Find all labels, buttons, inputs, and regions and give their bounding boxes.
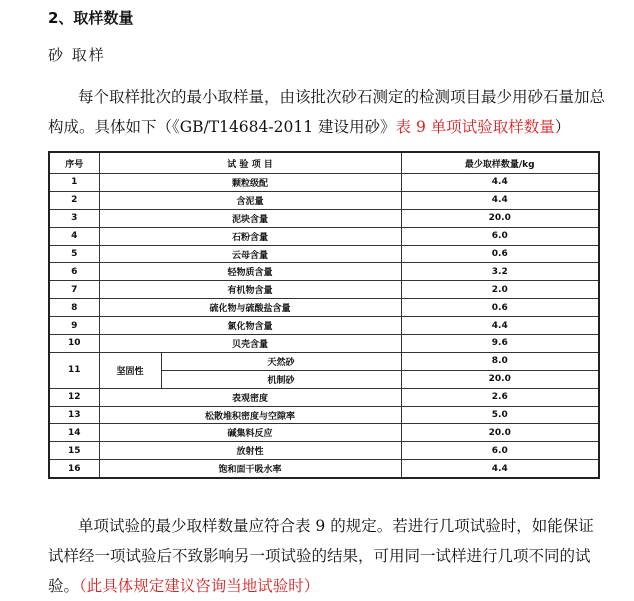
row-value: 0.6 [401,299,599,317]
row-item: 云母含量 [99,245,401,263]
table-row [49,335,599,353]
row-value: 2.0 [401,281,599,299]
row-no: 14 [49,424,99,442]
table-row [49,263,599,281]
row-item: 表观密度 [99,388,401,406]
row-item: 贝壳含量 [99,335,401,353]
row-item: 氯化物含量 [99,317,401,335]
intro-red-text: 表 9 单项试验取样数量 [395,118,555,136]
row-value: 20.0 [401,209,599,227]
row-value: 4.4 [401,191,599,209]
row-no: 6 [49,263,99,281]
row-value: 4.4 [401,460,599,478]
row-no: 10 [49,335,99,353]
table-row [49,424,599,442]
row-no: 2 [49,191,99,209]
table-header-row [49,152,599,174]
header-value: 最少取样数量/kg [401,152,599,174]
row-value: 4.4 [401,174,599,192]
row-value: 6.0 [401,442,599,460]
table-row [49,317,599,335]
row-item: 碱集料反应 [99,424,401,442]
table-row [49,442,599,460]
row-value: 2.6 [401,388,599,406]
row-item: 机制砂 [161,370,401,388]
row-value: 9.6 [401,335,599,353]
row-no: 1 [49,174,99,192]
row-value: 20.0 [401,424,599,442]
row-item: 泥块含量 [99,209,401,227]
row-item: 轻物质含量 [99,263,401,281]
row-value: 3.2 [401,263,599,281]
row-no: 3 [49,209,99,227]
row-group: 坚固性 [99,352,161,388]
table-row [49,245,599,263]
row-no: 5 [49,245,99,263]
row-no: 15 [49,442,99,460]
row-value: 6.0 [401,227,599,245]
row-no: 4 [49,227,99,245]
row-value: 5.0 [401,406,599,424]
table-row [49,281,599,299]
row-item: 石粉含量 [99,227,401,245]
row-no: 12 [49,388,99,406]
table-row [49,299,599,317]
row-value: 4.4 [401,317,599,335]
row-item: 放射性 [99,442,401,460]
sampling-table [48,151,598,498]
table-row [49,209,599,227]
table-row [49,406,599,424]
section-heading: 2、取样数量 [48,9,134,27]
table-row [49,174,599,192]
row-value: 8.0 [401,352,599,370]
table-row [49,227,599,245]
subheading: 砂 取样 [48,46,106,64]
row-item: 有机物含量 [99,281,401,299]
header-item: 试 验 项 目 [99,152,401,174]
row-no: 13 [49,406,99,424]
row-item: 松散堆积密度与空隙率 [99,406,401,424]
table-row [49,352,599,370]
row-no: 9 [49,317,99,335]
row-item: 含泥量 [99,191,401,209]
header-no: 序号 [49,152,99,174]
closing-paragraph [48,511,608,601]
table-row [49,460,599,478]
table-row [49,191,599,209]
row-no: 16 [49,460,99,478]
closing-red-text: （此具体规定建议咨询当地试验时） [79,577,320,595]
intro-paragraph [48,82,608,142]
row-no: 11 [49,352,99,388]
row-value: 0.6 [401,245,599,263]
intro-text: 每个取样批次的最小取样量，由该批次砂石测定的检测项目最少用砂石量加总构成。具体如下（《GB/T14684-2011 建设用砂》 [48,88,606,136]
row-item: 天然砂 [161,352,401,370]
intro-end: ） [554,118,571,136]
row-item: 颗粒级配 [99,174,401,192]
row-value: 20.0 [401,370,599,388]
row-item: 饱和面干吸水率 [99,460,401,478]
closing-text: 单项试验的最少取样数量应符合表 9 的规定。若进行几项试验时，如能保证试样经一项试验后不致影响另一项试验的结果，可用同一试样进行几项不同的试验。 [48,517,594,595]
row-no: 7 [49,281,99,299]
row-item: 硫化物与硫酸盐含量 [99,299,401,317]
row-no: 8 [49,299,99,317]
table-row [49,388,599,406]
